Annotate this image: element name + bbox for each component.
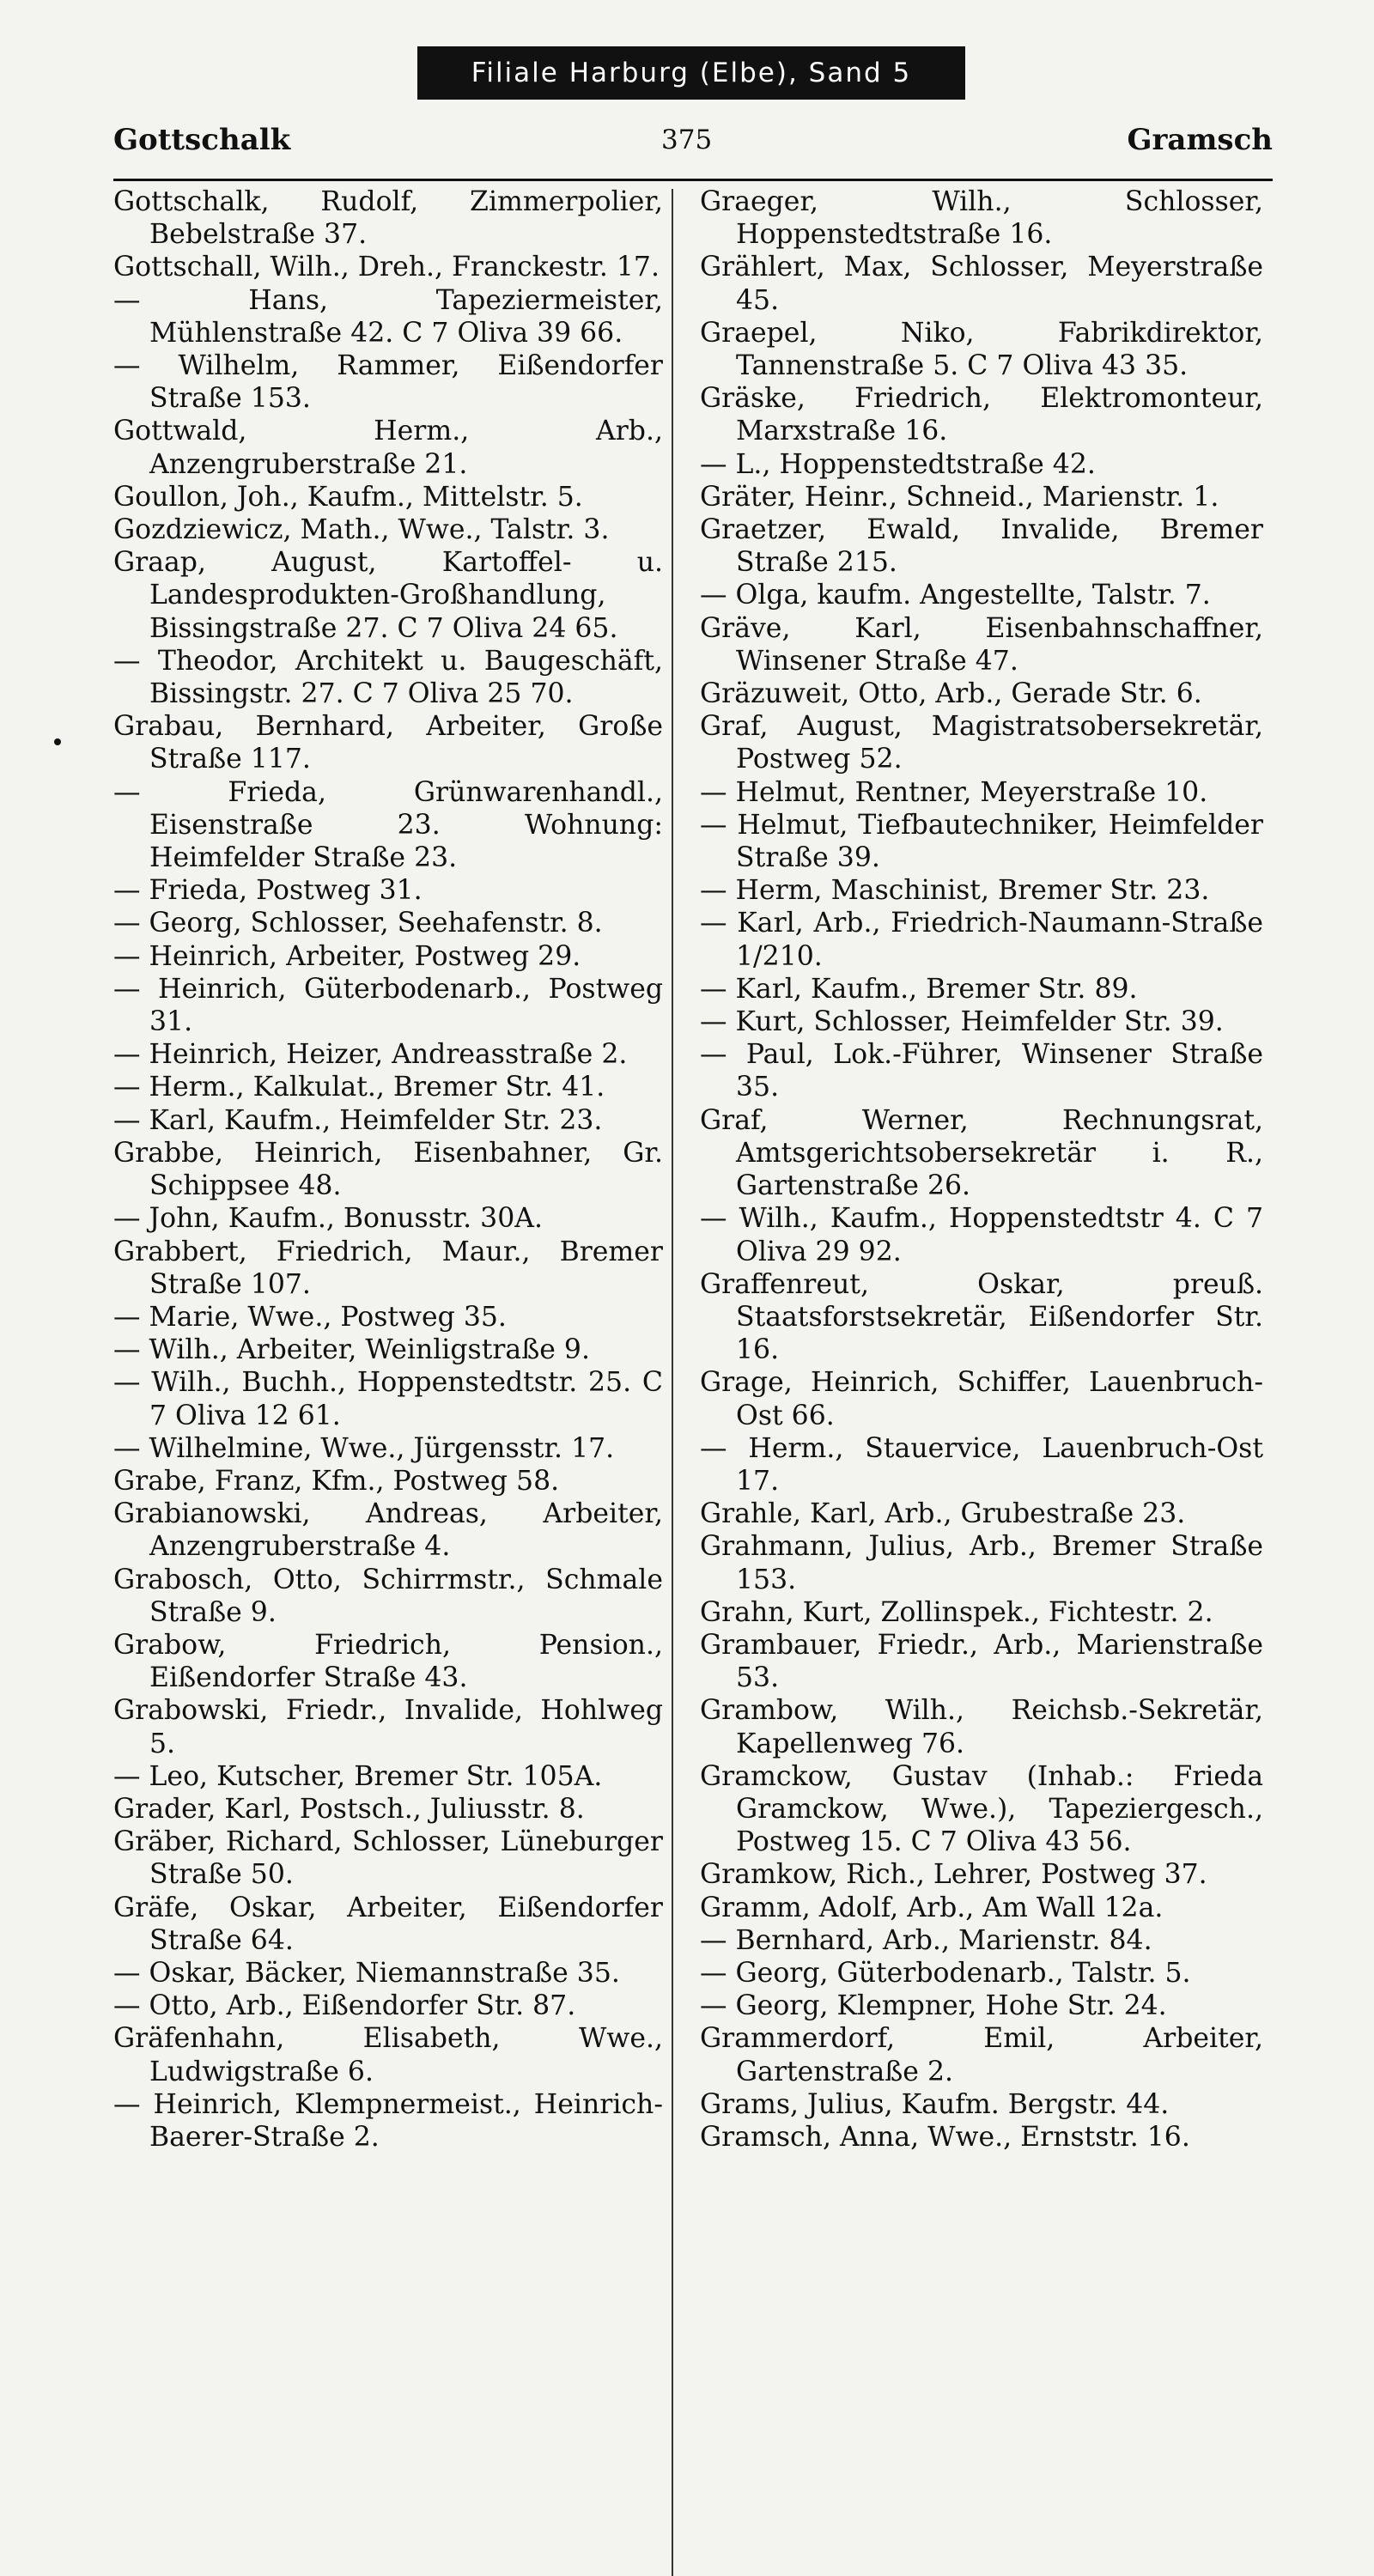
header-last-entry: Gramsch [1127,123,1273,157]
directory-entry [700,1530,1263,1595]
directory-entry [113,1990,663,2022]
directory-entry [113,1038,663,1071]
directory-entry [113,1137,663,1202]
entry-text: — Bernhard, Arb., Marienstr. 84. [700,1924,1152,1956]
print-speck [54,738,61,745]
entry-text: — Wilh., Arbeiter, Weinligstraße 9. [113,1334,590,1366]
entry-text: Grabianowski, Andreas, Arbeiter, Anzengruberstraße 4. [113,1498,663,1563]
entry-text: — Georg, Güterbodenarb., Talstr. 5. [700,1957,1191,1989]
entry-text: — Frieda, Grünwarenhandl., Eisenstraße 23. Wohnung: Heimfelder Straße 23. [113,776,663,874]
entry-text: — Heinrich, Klempnermeist., Heinrich-Baerer-Straße 2. [113,2088,663,2153]
directory-entry [113,907,663,939]
directory-entry [113,1957,663,1990]
directory-entry [700,809,1263,874]
entry-text: — Heinrich, Güterbodenarb., Postweg 31. [113,973,663,1038]
entry-text: — Herm., Stauervice, Lauenbruch-Ost 17. [700,1432,1263,1497]
entry-text: Gramckow, Gustav (Inhab.: Frieda Gramckow, Wwe.), Tapeziergesch., Postweg 15. C 7 Oliva 43 56. [700,1760,1263,1858]
entry-text: Graffenreut, Oskar, preuß. Staatsforstsekretär, Eißendorfer Str. 16. [700,1268,1263,1366]
directory-entry [113,349,663,415]
entry-text: Graf, Werner, Rechnungsrat, Amtsgerichtsobersekretär i. R., Gartenstraße 26. [700,1104,1263,1202]
directory-entry [113,1432,663,1465]
directory-entry [113,2022,663,2087]
directory-entry [700,448,1263,481]
directory-entry [700,1366,1263,1431]
entry-text: Graepel, Niko, Fabrikdirektor, Tannenstraße 5. C 7 Oliva 43 35. [700,317,1263,382]
directory-entry [113,1892,663,1957]
entry-text: Gottschall, Wilh., Dreh., Franckestr. 17. [113,252,660,283]
entry-text: Grammerdorf, Emil, Arbeiter, Gartenstraße 2. [700,2023,1263,2087]
entry-text: Graetzer, Ewald, Invalide, Bremer Straße 215. [700,514,1263,579]
entry-text: Grabow, Friedrich, Pension., Eißendorfer Straße 43. [113,1629,663,1694]
entry-text: — Frieda, Postweg 31. [113,875,423,907]
directory-entry [113,1498,663,1563]
directory-entry [700,1892,1263,1924]
entry-text: Grabbert, Friedrich, Maur., Bremer Straße 107. [113,1236,663,1300]
directory-entry [113,1334,663,1366]
entry-text: Gräzuweit, Otto, Arb., Gerade Str. 6. [700,678,1202,710]
entry-text: — Karl, Arb., Friedrich-Naumann-Straße 1/210. [700,908,1263,972]
entry-text: Gottwald, Herm., Arb., Anzengruberstraße 21. [113,416,663,480]
entry-text: Gräske, Friedrich, Elektromonteur, Marxstraße 16. [700,383,1263,447]
directory-entry [700,2121,1263,2154]
directory-entry [113,1760,663,1793]
directory-entry [113,2088,663,2154]
entry-text: — Wilhelmine, Wwe., Jürgensstr. 17. [113,1432,615,1464]
entry-text: Grage, Heinrich, Schiffer, Lauenbruch-Ost 66. [700,1367,1263,1431]
directory-entry [113,1104,663,1137]
directory-entry [113,1564,663,1629]
entry-text: Gottschalk, Rudolf, Zimmerpolier, Bebelstraße 37. [113,186,663,251]
directory-entry [700,612,1263,677]
directory-entry [700,1760,1263,1859]
entry-text: — Oskar, Bäcker, Niemannstraße 35. [113,1957,620,1989]
directory-entry [700,317,1263,382]
directory-entry [113,415,663,480]
entry-text: Grahmann, Julius, Arb., Bremer Straße 153. [700,1531,1263,1595]
directory-entry [113,1366,663,1431]
directory-entry [700,1432,1263,1498]
entry-text: — L., Hoppenstedtstraße 42. [700,448,1096,480]
directory-entry [113,973,663,1038]
entry-text: Grahn, Kurt, Zollinspek., Fichtestr. 2. [700,1596,1213,1628]
directory-entry [113,710,663,775]
directory-entry [113,546,663,645]
directory-entry [113,1465,663,1498]
entry-text: Gramsch, Anna, Wwe., Ernststr. 16. [700,2121,1190,2153]
directory-entry [700,874,1263,907]
directory-entry [113,1301,663,1334]
entry-text: Grabbe, Heinrich, Eisenbahner, Gr. Schippsee 48. [113,1137,663,1202]
directory-entry [700,513,1263,579]
entry-text: — Heinrich, Arbeiter, Postweg 29. [113,940,581,972]
directory-entry [700,1268,1263,1367]
entry-text: Grabosch, Otto, Schirrmstr., Schmale Straße 9. [113,1564,663,1628]
directory-entry [113,284,663,349]
entry-text: Gräfenhahn, Elisabeth, Wwe., Ludwigstraße 6. [113,2023,663,2087]
entry-text: — Georg, Klempner, Hohe Str. 24. [700,1990,1167,2022]
header-first-entry: Gottschalk [113,123,291,157]
column-divider [672,189,673,2576]
directory-entry [700,1104,1263,1203]
directory-entry [113,1629,663,1694]
entry-text: Gräter, Heinr., Schneid., Marienstr. 1. [700,481,1219,513]
entry-text: Gräve, Karl, Eisenbahnschaffner, Winsener Straße 47. [700,612,1263,677]
directory-entry [113,874,663,907]
directory-entry [113,1694,663,1759]
directory-entry [700,251,1263,316]
entry-text: — Wilh., Kaufm., Hoppenstedtstr 4. C 7 Oliva 29 92. [700,1203,1263,1267]
directory-entry [700,776,1263,809]
directory-entry [700,2022,1263,2087]
entry-text: — Hans, Tapeziermeister, Mühlenstraße 42. C 7 Oliva 39 66. [113,284,663,349]
directory-entry [700,1596,1263,1629]
header-rule [113,179,1273,181]
directory-entry [700,1924,1263,1957]
directory-entry [700,710,1263,775]
entry-text: Grabe, Franz, Kfm., Postweg 58. [113,1465,560,1497]
directory-entry [700,1038,1263,1103]
entry-text: Graf, August, Magistratsobersekretär, Postweg 52. [700,711,1263,775]
entry-text: Grabowski, Friedr., Invalide, Hohlweg 5. [113,1695,663,1759]
directory-entry [700,1858,1263,1891]
directory-entry [113,1071,663,1103]
entry-text: — Wilhelm, Rammer, Eißendorfer Straße 153. [113,350,663,415]
directory-entry [113,776,663,875]
entry-text: — Paul, Lok.-Führer, Winsener Straße 35. [700,1039,1263,1103]
entry-text: — Marie, Wwe., Postweg 35. [113,1301,507,1333]
directory-entry [700,185,1263,251]
directory-entry [700,2088,1263,2121]
branch-banner: Filiale Harburg (Elbe), Sand 5 [417,46,965,100]
directory-entry [700,1629,1263,1694]
directory-entry [700,1990,1263,2022]
directory-entry [113,1202,663,1235]
entry-text: — Karl, Kaufm., Bremer Str. 89. [700,973,1138,1005]
entry-text: — Theodor, Architekt u. Baugeschäft, Bissingstr. 27. C 7 Oliva 25 70. [113,645,663,710]
page-number: 375 [661,125,713,155]
entry-text: — Heinrich, Heizer, Andreasstraße 2. [113,1039,628,1071]
entry-text: Goullon, Joh., Kaufm., Mittelstr. 5. [113,481,583,513]
entry-text: Gräber, Richard, Schlosser, Lüneburger Straße 50. [113,1826,663,1891]
directory-entry [113,645,663,710]
entry-text: Grabau, Bernhard, Arbeiter, Große Straße 117. [113,711,663,775]
directory-entry [700,579,1263,611]
directory-entry [113,1793,663,1826]
entry-text: — Helmut, Rentner, Meyerstraße 10. [700,776,1208,808]
entry-text: Gramkow, Rich., Lehrer, Postweg 37. [700,1859,1207,1891]
entry-text: Gramm, Adolf, Arb., Am Wall 12a. [700,1892,1164,1923]
right-column [700,185,1263,2154]
entry-text: — Otto, Arb., Eißendorfer Str. 87. [113,1990,576,2022]
directory-entry [113,1236,663,1301]
entry-text: — Herm., Kalkulat., Bremer Str. 41. [113,1072,605,1103]
directory-entry [113,481,663,513]
directory-entry [113,251,663,283]
directory-entry [700,1005,1263,1038]
entry-text: — Leo, Kutscher, Bremer Str. 105A. [113,1760,603,1792]
entry-text: — Olga, kaufm. Angestellte, Talstr. 7. [700,580,1211,611]
entry-text: — Karl, Kaufm., Heimfelder Str. 23. [113,1104,603,1136]
entry-text: Graeger, Wilh., Schlosser, Hoppenstedtstraße 16. [700,186,1263,251]
entry-text: Graap, August, Kartoffel- u. Landesprodukten-Großhandlung, Bissingstraße 27. C 7 Oliva 24 65. [113,547,663,644]
entry-text: Gozdziewicz, Math., Wwe., Talstr. 3. [113,514,610,546]
entry-text: Gräfe, Oskar, Arbeiter, Eißendorfer Straße 64. [113,1892,663,1956]
directory-entry [700,1957,1263,1990]
entry-text: Grambauer, Friedr., Arb., Marienstraße 53. [700,1629,1263,1694]
directory-entry [113,513,663,546]
directory-entry [700,382,1263,447]
entry-text: Grams, Julius, Kaufm. Bergstr. 44. [700,2088,1170,2120]
directory-entry [700,1498,1263,1530]
entry-text: — Georg, Schlosser, Seehafenstr. 8. [113,908,603,939]
entry-text: — Helmut, Tiefbautechniker, Heimfelder Straße 39. [700,809,1263,874]
entry-text: — Wilh., Buchh., Hoppenstedtstr. 25. C 7 Oliva 12 61. [113,1367,663,1431]
directory-entry [700,481,1263,513]
directory-entry [700,1694,1263,1759]
entry-text: Grahle, Karl, Arb., Grubestraße 23. [700,1498,1186,1530]
directory-entry [700,677,1263,710]
entry-text: Grader, Karl, Postsch., Juliusstr. 8. [113,1793,585,1825]
left-column [113,185,663,2154]
directory-entry [700,973,1263,1005]
directory-entry [700,1202,1263,1267]
directory-entry [113,1826,663,1891]
entry-text: — Kurt, Schlosser, Heimfelder Str. 39. [700,1006,1224,1038]
directory-entry [113,940,663,973]
entry-text: Grambow, Wilh., Reichsb.-Sekretär, Kapellenweg 76. [700,1695,1263,1759]
directory-entry [700,907,1263,972]
entry-text: — Herm, Maschinist, Bremer Str. 23. [700,875,1210,907]
entry-text: — John, Kaufm., Bonusstr. 30A. [113,1203,544,1235]
entry-text: Grählert, Max, Schlosser, Meyerstraße 45. [700,252,1263,316]
directory-entry [113,185,663,251]
